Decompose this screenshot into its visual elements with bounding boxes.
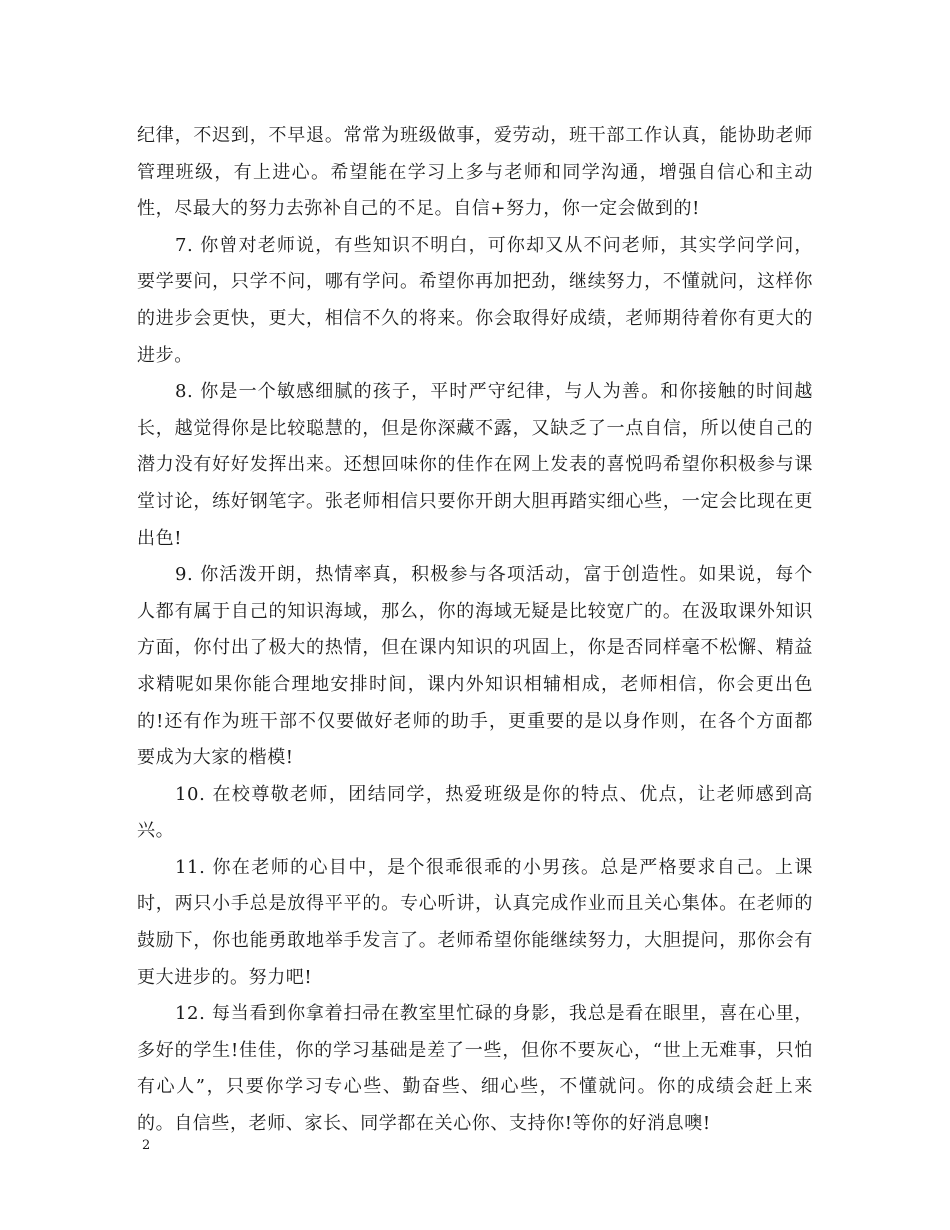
paragraph-8: 8. 你是一个敏感细腻的孩子，平时严守纪律，与人为善。和你接触的时间越长，越觉得你是比较聪慧的，但是你深藏不露，又缺乏了一点自信，所以使自己的潜力没有好好发挥出来。还想回味你的佳作在网上发表的喜悦吗希望你积极参与课堂讨论，练好钢笔字。张老师相信只要你开朗大胆再踏实细心些，一定会比现在更出色! <box>137 381 813 549</box>
body-text <box>137 118 813 1143</box>
paragraph-12: 12. 每当看到你拿着扫帚在教室里忙碌的身影，我总是看在眼里，喜在心里，多好的学生!佳佳，你的学习基础是差了一些，但你不要灰心，“世上无难事，只怕有心人”，只要你学习专心些、勤奋些、细心些，不懂就问。你的成绩会赶上来的。自信些，老师、家长、同学都在关心你、支持你!等你的好消息噢! <box>137 1003 813 1135</box>
page-number: 2 <box>142 1138 151 1153</box>
paragraph-10: 10. 在校尊敬老师，团结同学，热爱班级是你的特点、优点，让老师感到高兴。 <box>137 783 813 842</box>
paragraph-11: 11. 你在老师的心目中，是个很乖很乖的小男孩。总是严格要求自己。上课时，两只小手总是放得平平的。专心听讲，认真完成作业而且关心集体。在老师的鼓励下，你也能勇敢地举手发言了。老师希望你能继续努力，大胆提问，那你会有更大进步的。努力吧! <box>137 856 813 988</box>
paragraph-continued: 纪律，不迟到，不早退。常常为班级做事，爱劳动，班干部工作认真，能协助老师管理班级，有上进心。希望能在学习上多与老师和同学沟通，增强自信心和主动性，尽最大的努力去弥补自己的不足。自信+努力，你一定会做到的! <box>137 125 813 220</box>
paragraph-7: 7. 你曾对老师说，有些知识不明白，可你却又从不问老师，其实学问学问，要学要问，只学不问，哪有学问。希望你再加把劲，继续努力，不懂就问，这样你的进步会更快，更大，相信不久的将来。你会取得好成绩，老师期待着你有更大的进步。 <box>137 234 813 366</box>
paragraph-9: 9. 你活泼开朗，热情率真，积极参与各项活动，富于创造性。如果说，每个人都有属于自己的知识海域，那么，你的海域无疑是比较宽广的。在汲取课外知识方面，你付出了极大的热情，但在课内知识的巩固上，你是否同样毫不松懈、精益求精呢如果你能合理地安排时间，课内外知识相辅相成，老师相信，你会更出色的!还有作为班干部不仅要做好老师的助手，更重要的是以身作则，在各个方面都要成为大家的楷模! <box>137 564 813 769</box>
